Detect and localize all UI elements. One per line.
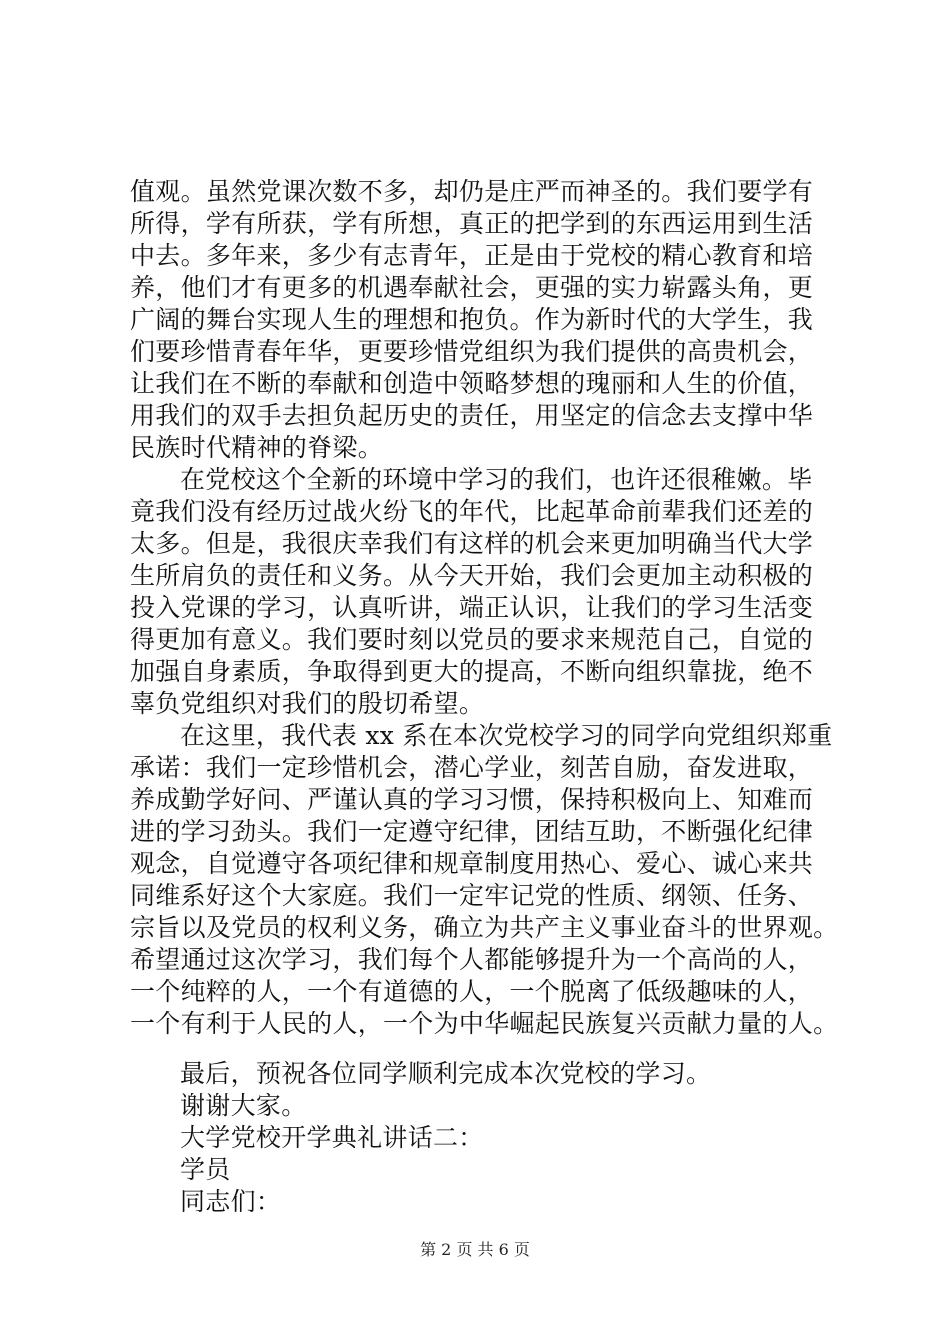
body-text-line: 宗旨以及党员的权利义务，确立为共产主义事业奋斗的世界观。	[130, 913, 839, 942]
body-text-line: 们要珍惜青春年华，更要珍惜党组织为我们提供的高贵机会，	[130, 337, 814, 366]
body-text-line: 一个纯粹的人，一个有道德的人，一个脱离了低级趣味的人，	[130, 977, 814, 1006]
closing-line: 最后，预祝各位同学顺利完成本次党校的学习。	[180, 1059, 712, 1088]
body-text-line: 让我们在不断的奉献和创造中领略梦想的瑰丽和人生的价值，	[130, 369, 814, 398]
body-text-line: 所得，学有所获，学有所想，真正的把学到的东西运用到生活	[130, 209, 814, 238]
body-text-line: 竟我们没有经历过战火纷飞的年代，比起革命前辈我们还差的	[130, 497, 814, 526]
body-text-line: 生所肩负的责任和义务。从今天开始，我们会更加主动积极的	[130, 561, 814, 590]
salutation-line: 学员	[180, 1155, 231, 1184]
body-text-line: 养成勤学好问、严谨认真的学习习惯，保持积极向上、知难而	[130, 785, 814, 814]
body-text-line: 承诺：我们一定珍惜机会，潜心学业，刻苦自励，奋发进取，	[130, 753, 814, 782]
body-text-line: 一个有利于人民的人，一个为中华崛起民族复兴贡献力量的人。	[130, 1009, 839, 1038]
body-text-line: 进的学习劲头。我们一定遵守纪律，团结互助，不断强化纪律	[130, 817, 814, 846]
page-number-footer: 第 2 页 共 6 页	[420, 1240, 530, 1259]
body-text-line: 养，他们才有更多的机遇奉献社会，更强的实力崭露头角，更	[130, 273, 814, 302]
body-text-line: 中去。多年来，多少有志青年，正是由于党校的精心教育和培	[130, 241, 814, 270]
body-text-line: 用我们的双手去担负起历史的责任，用坚定的信念去支撑中华	[130, 401, 814, 430]
closing-line: 谢谢大家。	[180, 1091, 307, 1120]
body-text-line: 加强自身素质，争取得到更大的提高，不断向组织靠拢，绝不	[130, 657, 814, 686]
body-text-line: 辜负党组织对我们的殷切希望。	[130, 689, 485, 718]
body-text-line: 观念，自觉遵守各项纪律和规章制度用热心、爱心、诚心来共	[130, 849, 814, 878]
body-text-line: 投入党课的学习，认真听讲，端正认识，让我们的学习生活变	[130, 593, 814, 622]
paragraph-first-line: 在这里，我代表 xx 系在本次党校学习的同学向党组织郑重	[180, 721, 833, 750]
body-text-line: 希望通过这次学习，我们每个人都能够提升为一个高尚的人，	[130, 945, 814, 974]
section-heading: 大学党校开学典礼讲话二：	[180, 1123, 484, 1152]
salutation-line: 同志们：	[180, 1187, 282, 1216]
body-text-line: 广阔的舞台实现人生的理想和抱负。作为新时代的大学生，我	[130, 305, 814, 334]
body-text-line: 值观。虽然党课次数不多，却仍是庄严而神圣的。我们要学有	[130, 177, 814, 206]
body-text-line: 得更加有意义。我们要时刻以党员的要求来规范自己，自觉的	[130, 625, 814, 654]
body-text-line: 民族时代精神的脊梁。	[130, 433, 384, 462]
body-text-line: 同维系好这个大家庭。我们一定牢记党的性质、纲领、任务、	[130, 881, 814, 910]
body-text-line: 太多。但是，我很庆幸我们有这样的机会来更加明确当代大学	[130, 529, 814, 558]
paragraph-first-line: 在党校这个全新的环境中学习的我们，也许还很稚嫩。毕	[180, 465, 813, 494]
